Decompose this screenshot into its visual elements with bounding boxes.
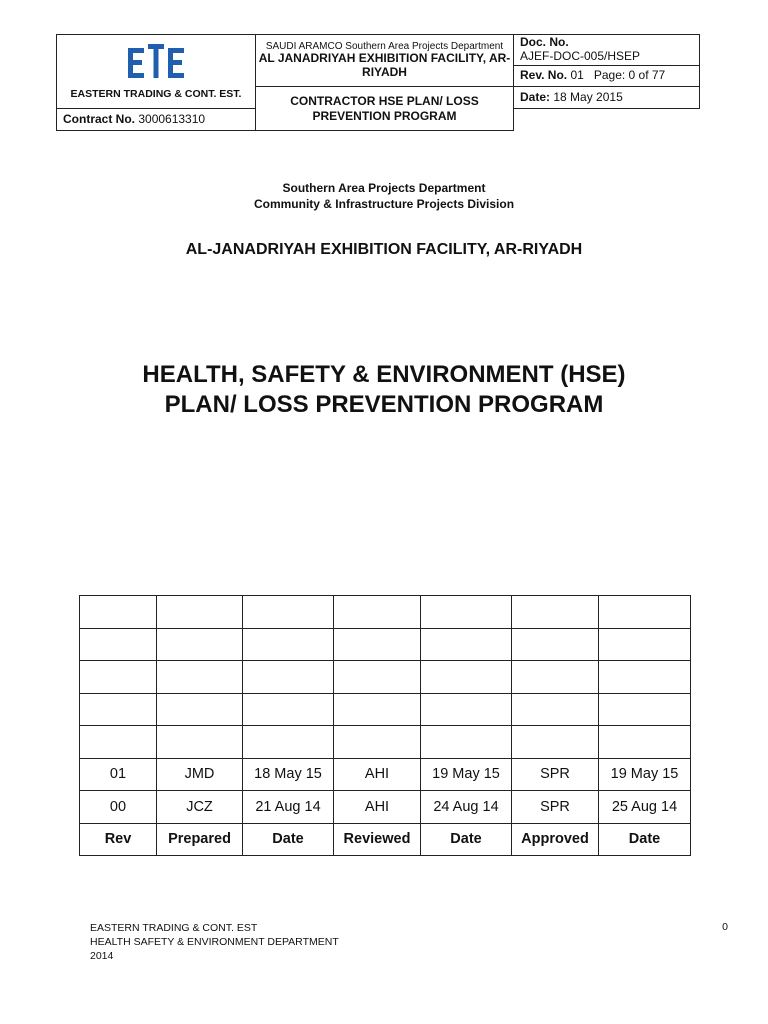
table-cell: 21 Aug 14 xyxy=(243,791,334,824)
table-row xyxy=(80,661,691,694)
department-label: SAUDI ARAMCO Southern Area Projects Department xyxy=(265,40,504,52)
table-cell xyxy=(512,661,599,694)
table-cell: 18 May 15 xyxy=(243,758,334,791)
footer-company: EASTERN TRADING & CONT. EST xyxy=(90,922,258,934)
table-cell xyxy=(334,726,421,759)
document-title xyxy=(0,360,768,420)
column-header: Date xyxy=(599,823,691,856)
facility-title: AL-JANADRIYAH EXHIBITION FACILITY, AR-RIYADH xyxy=(185,241,583,258)
table-cell xyxy=(243,693,334,726)
table-cell xyxy=(421,693,512,726)
table-row xyxy=(80,791,691,824)
rev-no-cell xyxy=(514,66,700,87)
table-cell xyxy=(157,661,243,694)
table-cell: JMD xyxy=(157,758,243,791)
date-cell xyxy=(514,87,700,109)
table-cell: JCZ xyxy=(157,791,243,824)
table-cell: 19 May 15 xyxy=(421,758,512,791)
column-header: Reviewed xyxy=(334,823,421,856)
company-name: EASTERN TRADING & CONT. EST. xyxy=(70,87,242,100)
table-cell xyxy=(334,596,421,629)
column-header: Approved xyxy=(512,823,599,856)
table-cell xyxy=(157,693,243,726)
table-cell xyxy=(334,628,421,661)
table-row xyxy=(80,726,691,759)
contract-value: 3000613310 xyxy=(138,111,206,126)
footer-department: HEALTH SAFETY & ENVIRONMENT DEPARTMENT xyxy=(90,936,339,948)
table-cell: AHI xyxy=(334,758,421,791)
table-cell xyxy=(512,596,599,629)
table-cell xyxy=(599,726,691,759)
footer-year: 2014 xyxy=(90,950,114,962)
table-cell: 25 Aug 14 xyxy=(599,791,691,824)
table-cell xyxy=(599,596,691,629)
column-header: Prepared xyxy=(157,823,243,856)
table-cell: AHI xyxy=(334,791,421,824)
table-cell xyxy=(80,596,157,629)
rev-no-label: Rev. No. xyxy=(520,68,568,83)
table-cell xyxy=(421,628,512,661)
table-cell xyxy=(512,628,599,661)
company-logo-cell xyxy=(57,35,256,109)
plan-title: CONTRACTOR HSE PLAN/ LOSS PREVENTION PROGRAM xyxy=(290,94,479,123)
table-cell xyxy=(243,726,334,759)
table-cell xyxy=(334,693,421,726)
table-cell: SPR xyxy=(512,758,599,791)
table-row xyxy=(80,596,691,629)
department-block xyxy=(0,180,768,212)
department-line: Southern Area Projects Department xyxy=(282,181,486,195)
doc-no-value: AJEF-DOC-005/HSEP xyxy=(520,49,641,63)
table-row xyxy=(80,628,691,661)
rev-no-value: 01 xyxy=(570,68,584,83)
project-cell xyxy=(256,35,514,87)
division-line: Community & Infrastructure Projects Division xyxy=(253,197,515,211)
table-row xyxy=(80,693,691,726)
ete-logo-icon xyxy=(128,44,184,82)
table-cell xyxy=(80,726,157,759)
table-cell xyxy=(80,628,157,661)
doc-no-label: Doc. No. xyxy=(520,35,569,50)
table-cell: 19 May 15 xyxy=(599,758,691,791)
facility-name: AL JANADRIYAH EXHIBITION FACILITY, AR-RIYADH xyxy=(258,51,511,80)
column-header: Date xyxy=(243,823,334,856)
title-line-1: HEALTH, SAFETY & ENVIRONMENT (HSE) xyxy=(142,361,626,388)
page-number: 0 xyxy=(722,921,728,933)
table-cell xyxy=(80,661,157,694)
table-cell: 24 Aug 14 xyxy=(421,791,512,824)
table-cell xyxy=(243,596,334,629)
table-cell xyxy=(599,628,691,661)
table-cell xyxy=(512,726,599,759)
table-cell xyxy=(157,726,243,759)
revision-table xyxy=(79,595,691,856)
date-label: Date: xyxy=(520,89,551,104)
column-header: Rev xyxy=(80,823,157,856)
date-value: 18 May 2015 xyxy=(553,89,623,104)
table-cell xyxy=(421,661,512,694)
table-cell: 01 xyxy=(80,758,157,791)
contract-label: Contract No. xyxy=(63,111,135,126)
table-cell xyxy=(243,628,334,661)
table-header-row xyxy=(80,823,691,856)
table-cell: SPR xyxy=(512,791,599,824)
document-header xyxy=(56,34,700,131)
contract-cell xyxy=(57,109,256,131)
table-row xyxy=(80,758,691,791)
table-cell xyxy=(334,661,421,694)
column-header: Date xyxy=(421,823,512,856)
table-cell: 00 xyxy=(80,791,157,824)
footer xyxy=(90,921,339,963)
page-count: Page: 0 of 77 xyxy=(593,68,666,83)
table-cell xyxy=(80,693,157,726)
table-cell xyxy=(243,661,334,694)
doc-no-cell xyxy=(514,35,700,66)
plan-title-cell xyxy=(256,87,514,131)
table-cell xyxy=(157,628,243,661)
table-cell xyxy=(157,596,243,629)
title-line-2: PLAN/ LOSS PREVENTION PROGRAM xyxy=(164,391,604,418)
table-cell xyxy=(512,693,599,726)
table-cell xyxy=(421,726,512,759)
table-cell xyxy=(599,693,691,726)
table-cell xyxy=(599,661,691,694)
table-cell xyxy=(421,596,512,629)
